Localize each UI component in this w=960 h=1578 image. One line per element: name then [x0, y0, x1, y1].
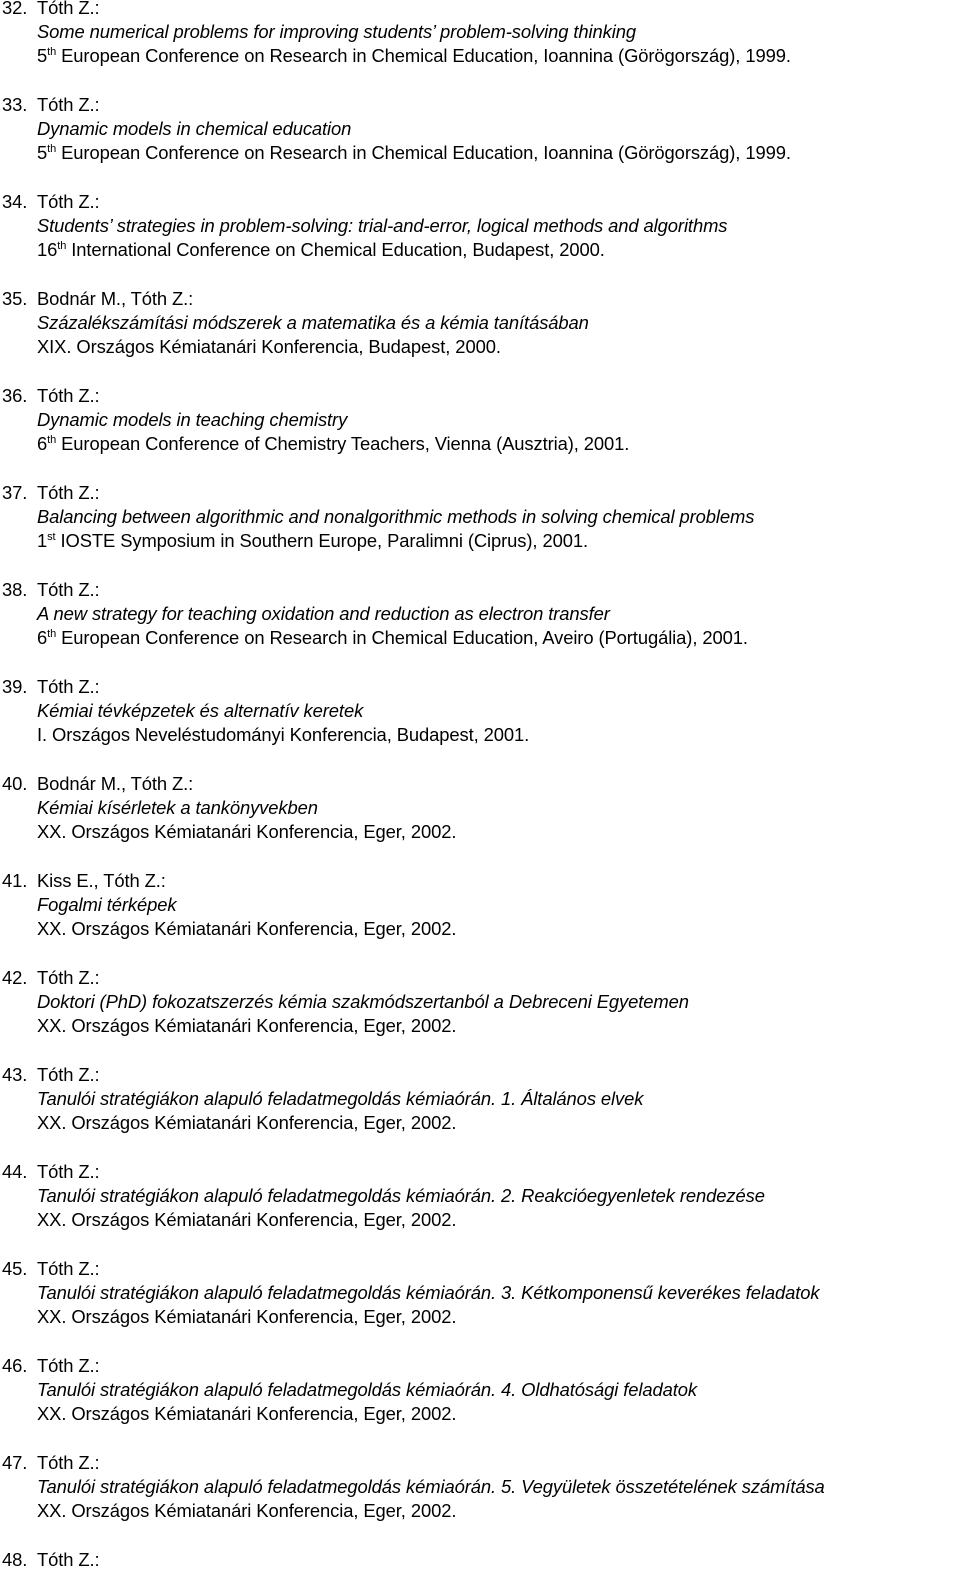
entry-authors: Bodnár M., Tóth Z.: [37, 288, 194, 309]
entry-title: Fogalmi térképek [37, 894, 177, 915]
entry-venue [2, 820, 958, 844]
venue-ordinal: 6 [37, 627, 48, 648]
entry-venue [2, 1208, 958, 1232]
entry-header [2, 1257, 958, 1281]
venue-text: XX. Országos Kémiatanári Konferencia, Eger, 2002. [37, 1403, 457, 1424]
venue-text: I. Országos Neveléstudományi Konferencia, Budapest, 2001. [37, 724, 530, 745]
entry-header [2, 869, 958, 893]
entry-header [2, 0, 958, 20]
entry-number: 43. [2, 1064, 28, 1085]
entry-number: 42. [2, 967, 28, 988]
entry-title: Balancing between algorithmic and nonalgorithmic methods in solving chemical problems [37, 506, 755, 527]
venue-text: XX. Országos Kémiatanári Konferencia, Eger, 2002. [37, 1209, 457, 1230]
entry-number: 46. [2, 1355, 28, 1376]
entry-number: 35. [2, 288, 28, 309]
entry-authors: Tóth Z.: [37, 94, 100, 115]
entry-venue [2, 529, 958, 553]
venue-ordinal-suffix: th [57, 240, 67, 252]
entry-header [2, 1063, 958, 1087]
venue-ordinal-suffix: st [47, 531, 56, 543]
entry-number: 36. [2, 385, 28, 406]
entry-title: Students’ strategies in problem-solving: trial-and-error, logical methods and algorithms [37, 215, 728, 236]
venue-ordinal-suffix: th [47, 46, 57, 58]
entry-authors: Bodnár M., Tóth Z.: [37, 773, 194, 794]
entry-authors: Tóth Z.: [37, 1161, 100, 1182]
venue-text: International Conference on Chemical Education, Budapest, 2000. [66, 239, 605, 260]
entry-header [2, 675, 958, 699]
entry-number: 39. [2, 676, 28, 697]
entry-authors: Tóth Z.: [37, 1549, 100, 1570]
entry-number: 34. [2, 191, 28, 212]
entry-number: 40. [2, 773, 28, 794]
publication-entry [2, 772, 958, 869]
entry-number: 37. [2, 482, 28, 503]
entry-venue [2, 1014, 958, 1038]
publication-entry [2, 0, 958, 93]
venue-text: XIX. Országos Kémiatanári Konferencia, Budapest, 2000. [37, 336, 501, 357]
publication-entry [2, 1160, 958, 1257]
entry-title: Doktori (PhD) fokozatszerzés kémia szakmódszertanból a Debreceni Egyetemen [37, 991, 689, 1012]
entry-header [2, 481, 958, 505]
venue-ordinal-suffix: th [47, 628, 57, 640]
entry-title: Kémiai kísérletek a tankönyvekben [37, 797, 318, 818]
entry-title: Dynamic models in chemical education [37, 118, 352, 139]
venue-text: XX. Országos Kémiatanári Konferencia, Eger, 2002. [37, 821, 457, 842]
publication-entry [2, 578, 958, 675]
entry-venue [2, 1499, 958, 1523]
publication-entry [2, 190, 958, 287]
venue-text: European Conference on Research in Chemical Education, Aveiro (Portugália), 2001. [56, 627, 748, 648]
entry-venue [2, 44, 958, 68]
publication-entry [2, 1257, 958, 1354]
entry-header [2, 966, 958, 990]
publication-entry [2, 869, 958, 966]
publication-list [2, 0, 958, 1578]
entry-header [2, 93, 958, 117]
entry-venue [2, 723, 958, 747]
entry-authors: Tóth Z.: [37, 191, 100, 212]
entry-title: Tanulói stratégiákon alapuló feladatmegoldás kémiaórán. 1. Általános elvek [37, 1088, 644, 1109]
entry-number: 33. [2, 94, 28, 115]
venue-ordinal-suffix: th [47, 434, 57, 446]
entry-number: 41. [2, 870, 28, 891]
venue-ordinal: 1 [37, 530, 48, 551]
publication-entry [2, 966, 958, 1063]
entry-venue [2, 1305, 958, 1329]
venue-ordinal: 5 [37, 45, 48, 66]
entry-title: Százalékszámítási módszerek a matematika és a kémia tanításában [37, 312, 589, 333]
publication-entry [2, 1354, 958, 1451]
entry-number: 38. [2, 579, 28, 600]
entry-title: Tanulói stratégiákon alapuló feladatmegoldás kémiaórán. 2. Reakcióegyenletek rendezése [37, 1185, 765, 1206]
entry-number: 45. [2, 1258, 28, 1279]
entry-venue [2, 238, 958, 262]
entry-header [2, 578, 958, 602]
entry-number: 48. [2, 1549, 28, 1570]
entry-venue [2, 432, 958, 456]
entry-title: Tanulói stratégiákon alapuló feladatmegoldás kémiaórán. 3. Kétkomponensű keverékes feladatok [37, 1282, 820, 1303]
entry-header [2, 1548, 958, 1572]
entry-venue [2, 626, 958, 650]
entry-title: Some numerical problems for improving students’ problem-solving thinking [37, 21, 636, 42]
entry-header [2, 1354, 958, 1378]
publication-entry [2, 93, 958, 190]
publication-entry [2, 1063, 958, 1160]
entry-header [2, 287, 958, 311]
entry-authors: Tóth Z.: [37, 0, 100, 18]
entry-authors: Tóth Z.: [37, 1452, 100, 1473]
entry-header [2, 1451, 958, 1475]
venue-text: XX. Országos Kémiatanári Konferencia, Eger, 2002. [37, 1015, 457, 1036]
publication-entry [2, 384, 958, 481]
entry-venue [2, 141, 958, 165]
entry-authors: Tóth Z.: [37, 1064, 100, 1085]
venue-text: XX. Országos Kémiatanári Konferencia, Eger, 2002. [37, 918, 457, 939]
entry-number: 47. [2, 1452, 28, 1473]
entry-title: Tanulói stratégiákon alapuló feladatmegoldás kémiaórán. 5. Vegyületek összetételének számítása [37, 1476, 825, 1497]
venue-ordinal: 5 [37, 142, 48, 163]
venue-text: European Conference of Chemistry Teachers, Vienna (Ausztria), 2001. [56, 433, 630, 454]
venue-ordinal: 6 [37, 433, 48, 454]
entry-title: Dynamic models in teaching chemistry [37, 409, 348, 430]
venue-text: XX. Országos Kémiatanári Konferencia, Eger, 2002. [37, 1500, 457, 1521]
entry-authors: Kiss E., Tóth Z.: [37, 870, 166, 891]
entry-venue [2, 1402, 958, 1426]
entry-title: A new strategy for teaching oxidation and reduction as electron transfer [37, 603, 610, 624]
entry-number: 44. [2, 1161, 28, 1182]
entry-header [2, 190, 958, 214]
publication-entry [2, 1548, 958, 1578]
entry-authors: Tóth Z.: [37, 579, 100, 600]
venue-ordinal: 16 [37, 239, 58, 260]
entry-authors: Tóth Z.: [37, 482, 100, 503]
entry-header [2, 772, 958, 796]
entry-authors: Tóth Z.: [37, 1355, 100, 1376]
entry-authors: Tóth Z.: [37, 385, 100, 406]
venue-text: European Conference on Research in Chemical Education, Ioannina (Görögország), 1999. [56, 45, 791, 66]
venue-text: IOSTE Symposium in Southern Europe, Paralimni (Ciprus), 2001. [55, 530, 588, 551]
publication-entry [2, 1451, 958, 1548]
entry-header [2, 1160, 958, 1184]
venue-text: XX. Országos Kémiatanári Konferencia, Eger, 2002. [37, 1306, 457, 1327]
entry-authors: Tóth Z.: [37, 676, 100, 697]
publication-entry [2, 481, 958, 578]
publication-entry [2, 675, 958, 772]
venue-text: XX. Országos Kémiatanári Konferencia, Eger, 2002. [37, 1112, 457, 1133]
venue-ordinal-suffix: th [47, 143, 57, 155]
entry-title: Kémiai tévképzetek és alternatív keretek [37, 700, 364, 721]
entry-header [2, 384, 958, 408]
entry-number: 32. [2, 0, 28, 18]
venue-text: European Conference on Research in Chemical Education, Ioannina (Görögország), 1999. [56, 142, 791, 163]
entry-venue [2, 917, 958, 941]
publication-entry [2, 287, 958, 384]
entry-title: Tanulói stratégiákon alapuló feladatmegoldás kémiaórán. 4. Oldhatósági feladatok [37, 1379, 697, 1400]
entry-venue [2, 335, 958, 359]
entry-authors: Tóth Z.: [37, 1258, 100, 1279]
entry-venue [2, 1111, 958, 1135]
entry-authors: Tóth Z.: [37, 967, 100, 988]
